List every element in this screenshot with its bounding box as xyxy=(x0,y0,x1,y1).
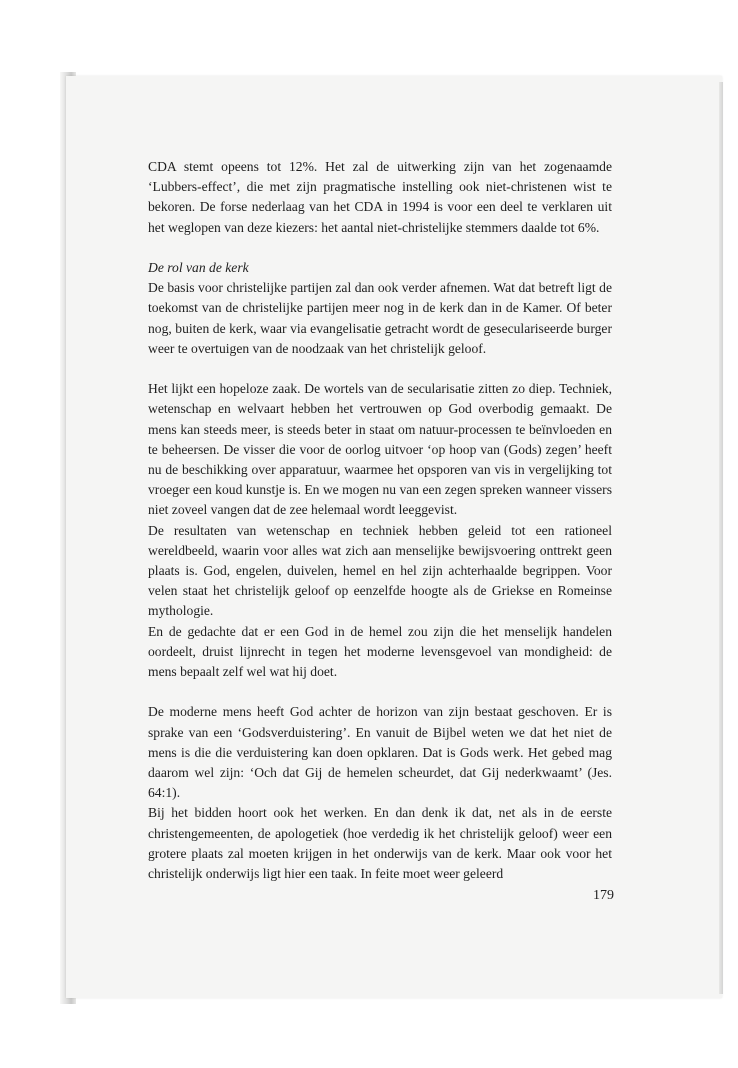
paragraph-results: De resultaten van wetenschap en techniek hebben geleid tot een rationeel wereldbeeld, waarin voor alles wat zich aan menselijke bewijsvoering onttrekt geen plaats is. God, engelen, duivelen, hemel en hel zijn achterhaalde begrippen. Voor velen staat het christelijk geloof op eenzelfde hoogte als de Griekse en Romeinse mythologie. xyxy=(148,522,612,619)
paragraph-basis: De basis voor christelijke partijen zal dan ook verder afnemen. Wat dat betreft ligt de toekomst van de christelijke partijen meer nog in de kerk dan in de Kamer. Of beter nog, buiten de kerk, waar via evangelisatie getracht wordt de geseculariseerde burger weer te overtuigen van de noodzaak van het christelijk geloof. xyxy=(148,280,612,356)
page-number: 179 xyxy=(593,888,614,903)
paragraph-modern-man: De moderne mens heeft God achter de horizon van zijn bestaat geschoven. Er is sprake van een ‘Godsverduistering’. En vanuit de Bijbel weten we dat het niet de mens is die die verduistering kan doen opklaren. Dat is Gods werk. Het gebed mag daarom wel zijn: ‘Och dat Gij de hemelen scheurdet, dat Gij nederkwaamt’ (Jes. 64:1). xyxy=(148,704,612,801)
page-edge xyxy=(719,82,723,994)
paragraph-hopeless: Het lijkt een hopeloze zaak. De wortels van de secularisatie zitten zo diep. Techniek, wetenschap en welvaart hebben het vertrouwen op God overbodig gemaakt. De mens kan steeds meer, is steeds beter in staat om natuur-processen te beïnvloeden en te beheersen. De visser die voor de oorlog uitvoer ‘op hoop van (Gods) zegen’ heeft nu de beschikking over apparatuur, waarmee het opsporen van vis in vergelijking tot vroeger een koud kunstje is. En we mogen nu van een zegen spreken wanneer vissers niet zoveel vangen dat de zee helemaal wordt leeggevist. xyxy=(148,381,612,518)
section-heading: De rol van de kerk xyxy=(148,260,249,275)
page-text-body xyxy=(148,157,612,884)
paragraph-gap xyxy=(148,238,612,258)
paragraph-gap xyxy=(148,359,612,379)
paragraph-gap xyxy=(148,682,612,702)
paragraph-prayer-work: Bij het bidden hoort ook het werken. En dan denk ik dat, net als in de eerste christengemeenten, de apologetiek (hoe verdedig ik het christelijk geloof) weer een grotere plaats zal moeten krijgen in het onderwijs van de kerk. Maar ook voor het christelijk onderwijs ligt hier een taak. In feite moet weer geleerd xyxy=(148,805,612,882)
paragraph-intro: CDA stemt opeens tot 12%. Het zal de uitwerking zijn van het zogenaamde ‘Lubbers-effect’, die met zijn pragmatische instelling ook niet-christenen wist te bekoren. De forse nederlaag van het CDA in 1994 is voor een deel te verklaren uit het weglopen van deze kiezers: het aantal niet-christelijke stemmers daalde tot 6%. xyxy=(148,159,612,235)
paragraph-god-heaven: En de gedachte dat er een God in de hemel zou zijn die het menselijk handelen oordeelt, druist lijnrecht in tegen het moderne levensgevoel van mondigheid: de mens bepaalt zelf wel wat hij doet. xyxy=(148,623,612,680)
